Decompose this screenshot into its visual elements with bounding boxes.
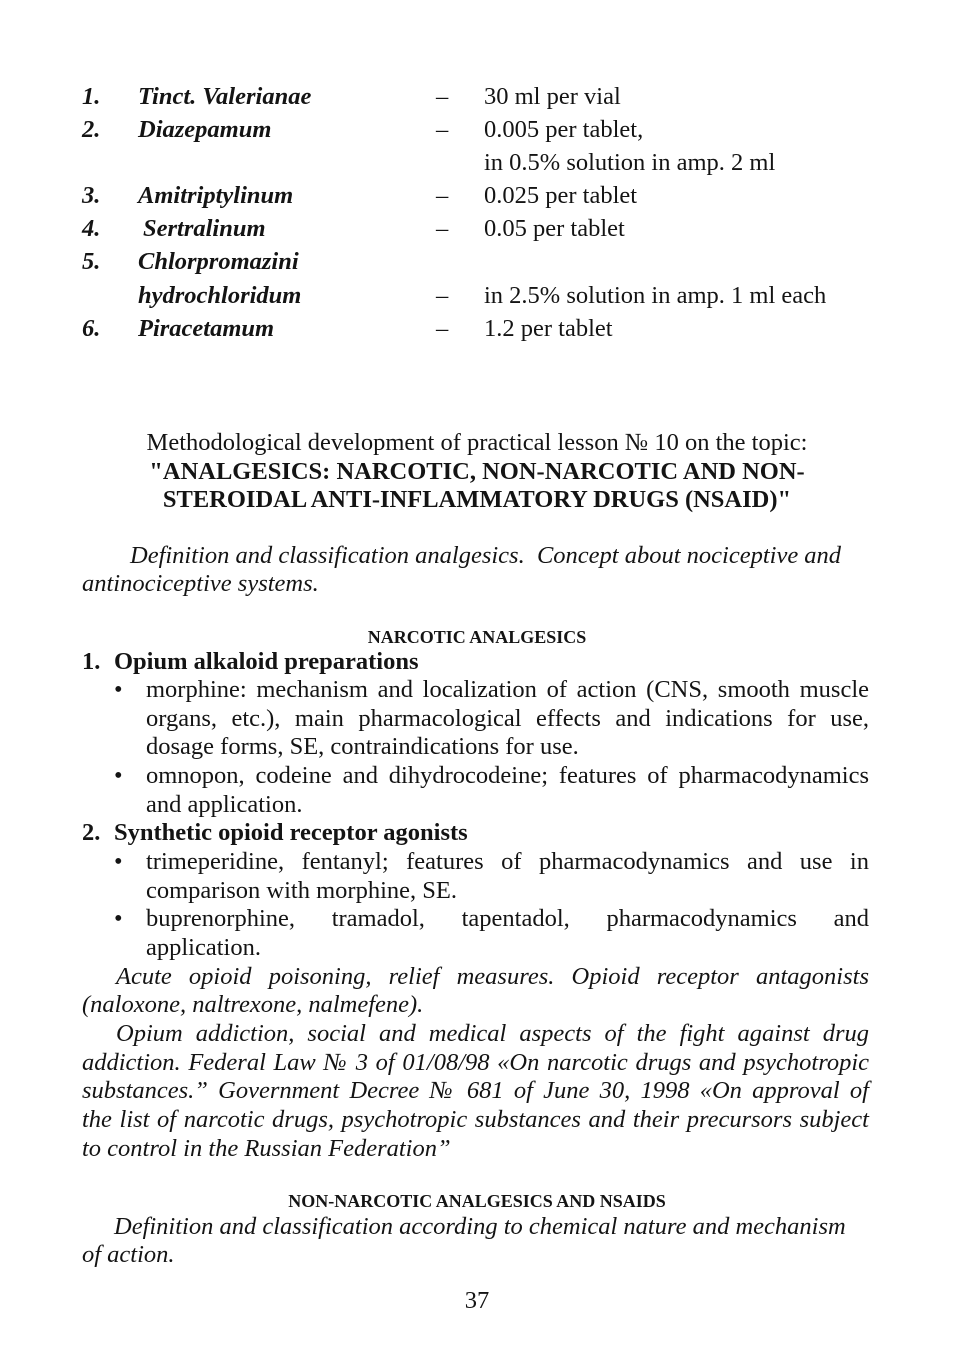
- text-line: organs, etc.), main pharmacological effects and indications for use,: [146, 704, 869, 732]
- text-line: buprenorphine, tramadol, tapentadol, pharmacodynamics and: [146, 905, 869, 933]
- dosage-separator: –: [436, 215, 449, 243]
- drug-dosage: in 2.5% solution in amp. 1 ml each: [484, 281, 827, 309]
- text-line: Opium addiction, social and medical aspects of the fight against drug: [116, 1020, 869, 1047]
- drug-dosage: in 0.5% solution in amp. 2 ml: [484, 149, 776, 177]
- text-line: trimeperidine, fentanyl; features of pharmacodynamics and use in: [146, 848, 869, 876]
- drug-name: Amitriptylinum: [138, 182, 294, 210]
- prescription-row: [0, 212, 954, 245]
- drug-name: Tinct. Valerianae: [138, 83, 312, 110]
- drug-name: Diazepamum: [138, 116, 272, 144]
- prescription-list: [0, 80, 954, 345]
- text-line: Definition and classification analgesics. Concept about nociceptive and: [130, 541, 842, 569]
- drug-dosage: 0.005 per tablet,: [484, 116, 644, 144]
- prescription-number: 5.: [82, 248, 101, 276]
- lesson-title-line: "ANALGESICS: NARCOTIC, NON-NARCOTIC AND NON-: [149, 457, 805, 485]
- prescription-row-continuation: [0, 146, 954, 179]
- bullet-item: [82, 762, 869, 819]
- text-line: (naloxone, naltrexone, nalmefene).: [82, 991, 424, 1019]
- topic-group-number: 2.: [82, 819, 101, 847]
- drug-dosage: 0.05 per tablet: [484, 215, 625, 243]
- overview-paragraph: [82, 542, 869, 599]
- prescription-row: [0, 312, 954, 345]
- lesson-title-line: STEROIDAL ANTI-INFLAMMATORY DRUGS (NSAID)": [162, 486, 792, 514]
- text-line: the list of narcotic drugs, psychotropic substances and their precursors subject: [82, 1105, 869, 1133]
- note-paragraph: [82, 963, 869, 1020]
- text-line: Acute opioid poisoning, relief measures. Opioid receptor antagonists: [116, 962, 869, 990]
- topic-group-number: 1.: [82, 647, 101, 675]
- topic-group-heading: [82, 648, 869, 677]
- topic-group: [82, 819, 869, 962]
- lesson-header: [0, 429, 954, 515]
- text-line: of action.: [82, 1241, 175, 1269]
- note-paragraph: [82, 1020, 869, 1163]
- prescription-number: 4.: [82, 215, 101, 243]
- lesson-intro: Methodological development of practical lesson № 10 on the topic:: [146, 429, 808, 456]
- dosage-separator: –: [436, 182, 449, 210]
- text-line: and application.: [146, 790, 303, 818]
- topic-group-title: Opium alkaloid preparations: [114, 647, 419, 675]
- narcotic-analgesics-outline: [82, 648, 869, 1164]
- text-line: application.: [146, 934, 261, 962]
- prescription-row: [0, 179, 954, 212]
- bullet-item: [82, 676, 869, 762]
- text-line: omnopon, codeine and dihydrocodeine; features of pharmacodynamics: [146, 762, 869, 790]
- drug-name: hydrochloridum: [138, 281, 302, 309]
- prescription-row: [0, 80, 954, 113]
- text-line: comparison with morphine, SE.: [146, 876, 457, 904]
- text-line: to control in the Russian Federation”: [82, 1134, 451, 1162]
- prescription-number: 1.: [82, 83, 101, 110]
- text-line: Definition and classification according to chemical nature and mechanism: [114, 1212, 846, 1240]
- topic-group-heading: [82, 819, 869, 848]
- bullet-marker: •: [114, 905, 123, 933]
- bullet-marker: •: [114, 676, 123, 704]
- dosage-separator: –: [436, 83, 449, 110]
- dosage-separator: –: [436, 116, 449, 144]
- text-line: antinociceptive systems.: [82, 570, 319, 598]
- drug-name: Chlorpromazini: [138, 248, 299, 276]
- bullet-marker: •: [114, 762, 123, 790]
- dosage-separator: –: [436, 314, 449, 342]
- text-line: morphine: mechanism and localization of action (CNS, smooth muscle: [146, 676, 869, 704]
- bullet-marker: •: [114, 848, 123, 876]
- drug-name: Sertralinum: [143, 215, 266, 243]
- bullet-item: [82, 905, 869, 962]
- prescription-row: [0, 245, 954, 278]
- bullet-item: [82, 848, 869, 905]
- drug-dosage: 30 ml per vial: [484, 83, 621, 110]
- drug-name: Piracetamum: [138, 314, 275, 342]
- non-narcotic-intro-paragraph: [82, 1213, 869, 1270]
- prescription-number: 6.: [82, 314, 101, 342]
- prescription-row: [0, 113, 954, 146]
- prescription-number: 3.: [82, 182, 101, 210]
- drug-dosage: 0.025 per tablet: [484, 182, 638, 210]
- section-heading-narcotic: NARCOTIC ANALGESICS: [367, 627, 587, 647]
- prescription-row-continuation: [0, 279, 954, 312]
- page-number: 37: [464, 1287, 490, 1314]
- drug-dosage: 1.2 per tablet: [484, 314, 613, 342]
- text-line: dosage forms, SE, contraindications for use.: [146, 733, 579, 761]
- text-line: addiction. Federal Law № 3 of 01/08/98 «On narcotic drugs and psychotropic: [82, 1048, 869, 1076]
- dosage-separator: –: [436, 281, 449, 309]
- text-line: substances.” Government Decree № 681 of June 30, 1998 «On approval of: [82, 1077, 869, 1105]
- section-heading-non-narcotic: NON-NARCOTIC ANALGESICS AND NSAIDS: [288, 1191, 666, 1211]
- topic-group-title: Synthetic opioid receptor agonists: [114, 819, 468, 847]
- topic-group: [82, 648, 869, 820]
- prescription-number: 2.: [82, 116, 101, 144]
